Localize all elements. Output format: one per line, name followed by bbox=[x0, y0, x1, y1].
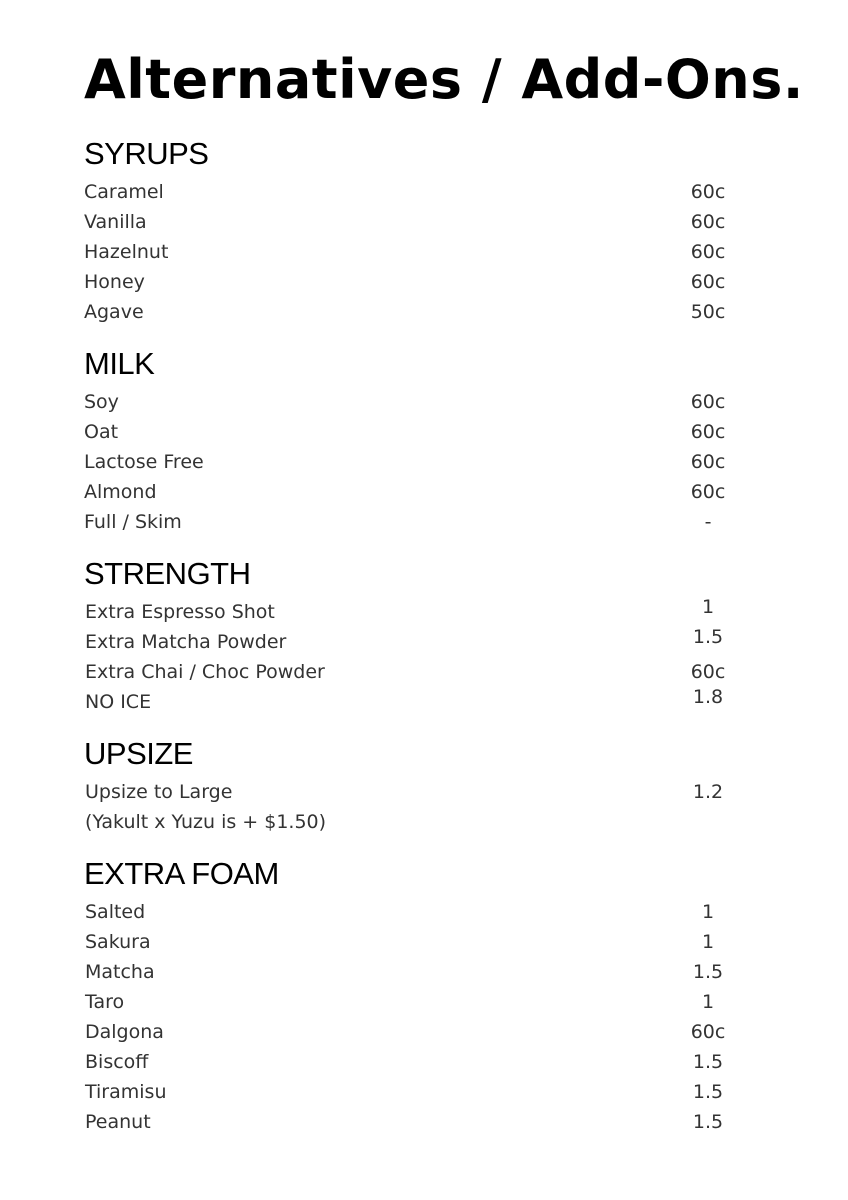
item-price: 1.8 bbox=[692, 686, 724, 708]
item-price: 1 bbox=[701, 931, 715, 953]
item-price: 1 bbox=[701, 596, 715, 618]
item-price: 60c bbox=[690, 481, 726, 503]
item-name: Almond bbox=[84, 481, 157, 503]
menu-item bbox=[84, 237, 744, 267]
section-heading: EXTRA FOAM bbox=[84, 856, 279, 891]
item-price: 60c bbox=[690, 421, 726, 443]
item-name: Honey bbox=[84, 271, 145, 293]
menu-item bbox=[84, 657, 744, 687]
menu-item bbox=[84, 507, 744, 537]
menu-note bbox=[84, 807, 744, 837]
menu-item bbox=[84, 687, 744, 717]
menu-item bbox=[84, 777, 744, 807]
page-title: Alternatives / Add-Ons. bbox=[84, 48, 804, 111]
item-price: 1.5 bbox=[692, 626, 724, 648]
item-name: Salted bbox=[85, 901, 146, 923]
item-name: Extra Espresso Shot bbox=[85, 601, 275, 623]
item-list bbox=[84, 387, 744, 537]
item-price: 60c bbox=[690, 1021, 726, 1043]
item-list bbox=[84, 177, 744, 327]
item-name: Lactose Free bbox=[84, 451, 204, 473]
section-extra-foam bbox=[84, 854, 744, 1137]
item-name: (Yakult x Yuzu is + $1.50) bbox=[85, 811, 327, 833]
menu-item bbox=[84, 387, 744, 417]
menu-item bbox=[84, 417, 744, 447]
menu-item bbox=[84, 1077, 744, 1107]
item-price: - bbox=[704, 511, 712, 533]
section-milk bbox=[84, 344, 744, 537]
menu-item bbox=[84, 267, 744, 297]
section-heading: SYRUPS bbox=[84, 136, 209, 171]
item-name: Sakura bbox=[85, 931, 151, 953]
item-price: 60c bbox=[690, 391, 726, 413]
menu-item bbox=[84, 1047, 744, 1077]
item-name: Upsize to Large bbox=[85, 781, 233, 803]
section-upsize bbox=[84, 734, 744, 837]
item-name: Dalgona bbox=[85, 1021, 164, 1043]
item-name: Agave bbox=[84, 301, 144, 323]
item-name: Biscoff bbox=[85, 1051, 149, 1073]
item-name: Peanut bbox=[85, 1111, 151, 1133]
item-price: 50c bbox=[690, 301, 726, 323]
menu-item bbox=[84, 627, 744, 657]
item-name: Soy bbox=[84, 391, 119, 413]
section-strength bbox=[84, 554, 744, 717]
item-name: Tiramisu bbox=[85, 1081, 167, 1103]
menu-item bbox=[84, 1107, 744, 1137]
item-price: 60c bbox=[690, 181, 726, 203]
item-name: NO ICE bbox=[85, 691, 152, 713]
item-list bbox=[84, 897, 744, 1137]
section-heading: MILK bbox=[84, 346, 155, 381]
item-name: Extra Matcha Powder bbox=[85, 631, 287, 653]
section-heading: STRENGTH bbox=[84, 556, 251, 591]
item-name: Extra Chai / Choc Powder bbox=[85, 661, 325, 683]
item-price: 60c bbox=[690, 451, 726, 473]
item-price: 1.5 bbox=[692, 1111, 724, 1133]
item-name: Caramel bbox=[84, 181, 164, 203]
item-name: Vanilla bbox=[84, 211, 147, 233]
item-price: 1.5 bbox=[692, 1051, 724, 1073]
section-heading: UPSIZE bbox=[84, 736, 193, 771]
item-price: 60c bbox=[690, 661, 726, 683]
menu-item bbox=[84, 297, 744, 327]
menu-item bbox=[84, 927, 744, 957]
item-price: 1.5 bbox=[692, 961, 724, 983]
menu-item bbox=[84, 1017, 744, 1047]
item-name: Full / Skim bbox=[84, 511, 182, 533]
menu-item bbox=[84, 897, 744, 927]
menu-item bbox=[84, 597, 744, 627]
item-list bbox=[84, 597, 744, 717]
menu-item bbox=[84, 987, 744, 1017]
menu-item bbox=[84, 477, 744, 507]
menu-item bbox=[84, 447, 744, 477]
item-name: Taro bbox=[85, 991, 125, 1013]
menu-item bbox=[84, 957, 744, 987]
item-name: Oat bbox=[84, 421, 119, 443]
item-price: 1 bbox=[701, 991, 715, 1013]
menu-item bbox=[84, 177, 744, 207]
section-syrups bbox=[84, 134, 744, 327]
item-name: Matcha bbox=[85, 961, 155, 983]
item-price: 1 bbox=[701, 901, 715, 923]
item-price: 60c bbox=[690, 211, 726, 233]
item-price: 1.2 bbox=[692, 781, 724, 803]
item-list bbox=[84, 777, 744, 837]
item-name: Hazelnut bbox=[84, 241, 169, 263]
item-price: 60c bbox=[690, 271, 726, 293]
item-price: 60c bbox=[690, 241, 726, 263]
menu-item bbox=[84, 207, 744, 237]
item-price: 1.5 bbox=[692, 1081, 724, 1103]
